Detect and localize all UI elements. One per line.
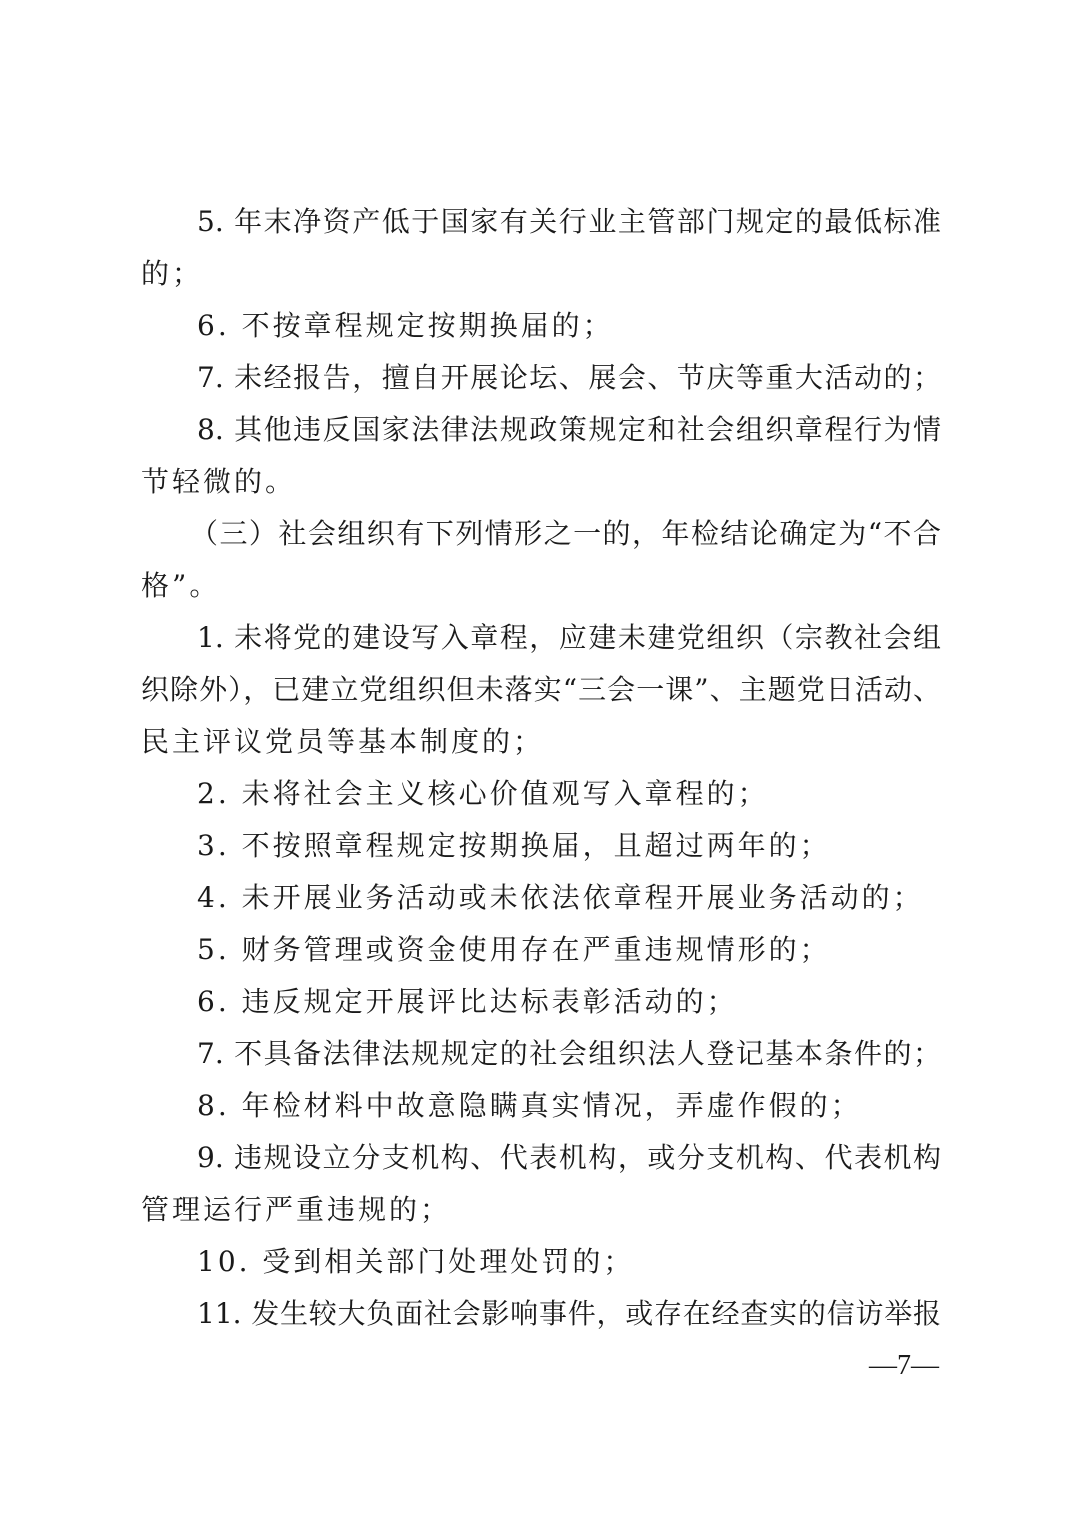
text-line: 2. 未将社会主义核心价值观写入章程的； — [197, 777, 769, 810]
text-line: 10. 受到相关部门处理处罚的； — [197, 1245, 635, 1278]
text-line: 7. 不具备法律法规规定的社会组织法人登记基本条件的； — [197, 1037, 941, 1070]
text-line: 11. 发生较大负面社会影响事件，或存在经查实的信访举报 — [197, 1297, 941, 1330]
text-line: 4. 未开展业务活动或未依法依章程开展业务活动的； — [197, 881, 924, 914]
text-line: 织除外），已建立党组织但未落实“三会一课”、主题党日活动、 — [141, 673, 941, 706]
text-line: 格”。 — [141, 569, 221, 602]
text-line: 5. 财务管理或资金使用存在严重违规情形的； — [197, 933, 831, 966]
text-line: 3. 不按照章程规定按期换届，且超过两年的； — [197, 829, 831, 862]
text-line: 7. 未经报告，擅自开展论坛、展会、节庆等重大活动的； — [197, 361, 941, 394]
text-line: 8. 其他违反国家法律法规政策规定和社会组织章程行为情 — [197, 413, 941, 446]
text-line: 管理运行严重违规的； — [141, 1193, 452, 1226]
text-line: 的； — [141, 257, 204, 290]
text-line: 6. 违反规定开展评比达标表彰活动的； — [197, 985, 738, 1018]
text-line: 民主评议党员等基本制度的； — [141, 725, 545, 758]
text-line: 1. 未将党的建设写入章程，应建未建党组织（宗教社会组 — [197, 621, 941, 654]
section-heading: （三）社会组织有下列情形之一的，年检结论确定为“不合 — [190, 517, 941, 550]
text-line: 节轻微的。 — [141, 465, 297, 498]
page-number: —7— — [869, 1350, 939, 1381]
text-line: 8. 年检材料中故意隐瞒真实情况，弄虚作假的； — [197, 1089, 862, 1122]
text-line: 9. 违规设立分支机构、代表机构，或分支机构、代表机构 — [197, 1141, 941, 1174]
text-line: 6. 不按章程规定按期换届的； — [197, 309, 614, 342]
text-line: 5. 年末净资产低于国家有关行业主管部门规定的最低标准 — [197, 205, 941, 238]
